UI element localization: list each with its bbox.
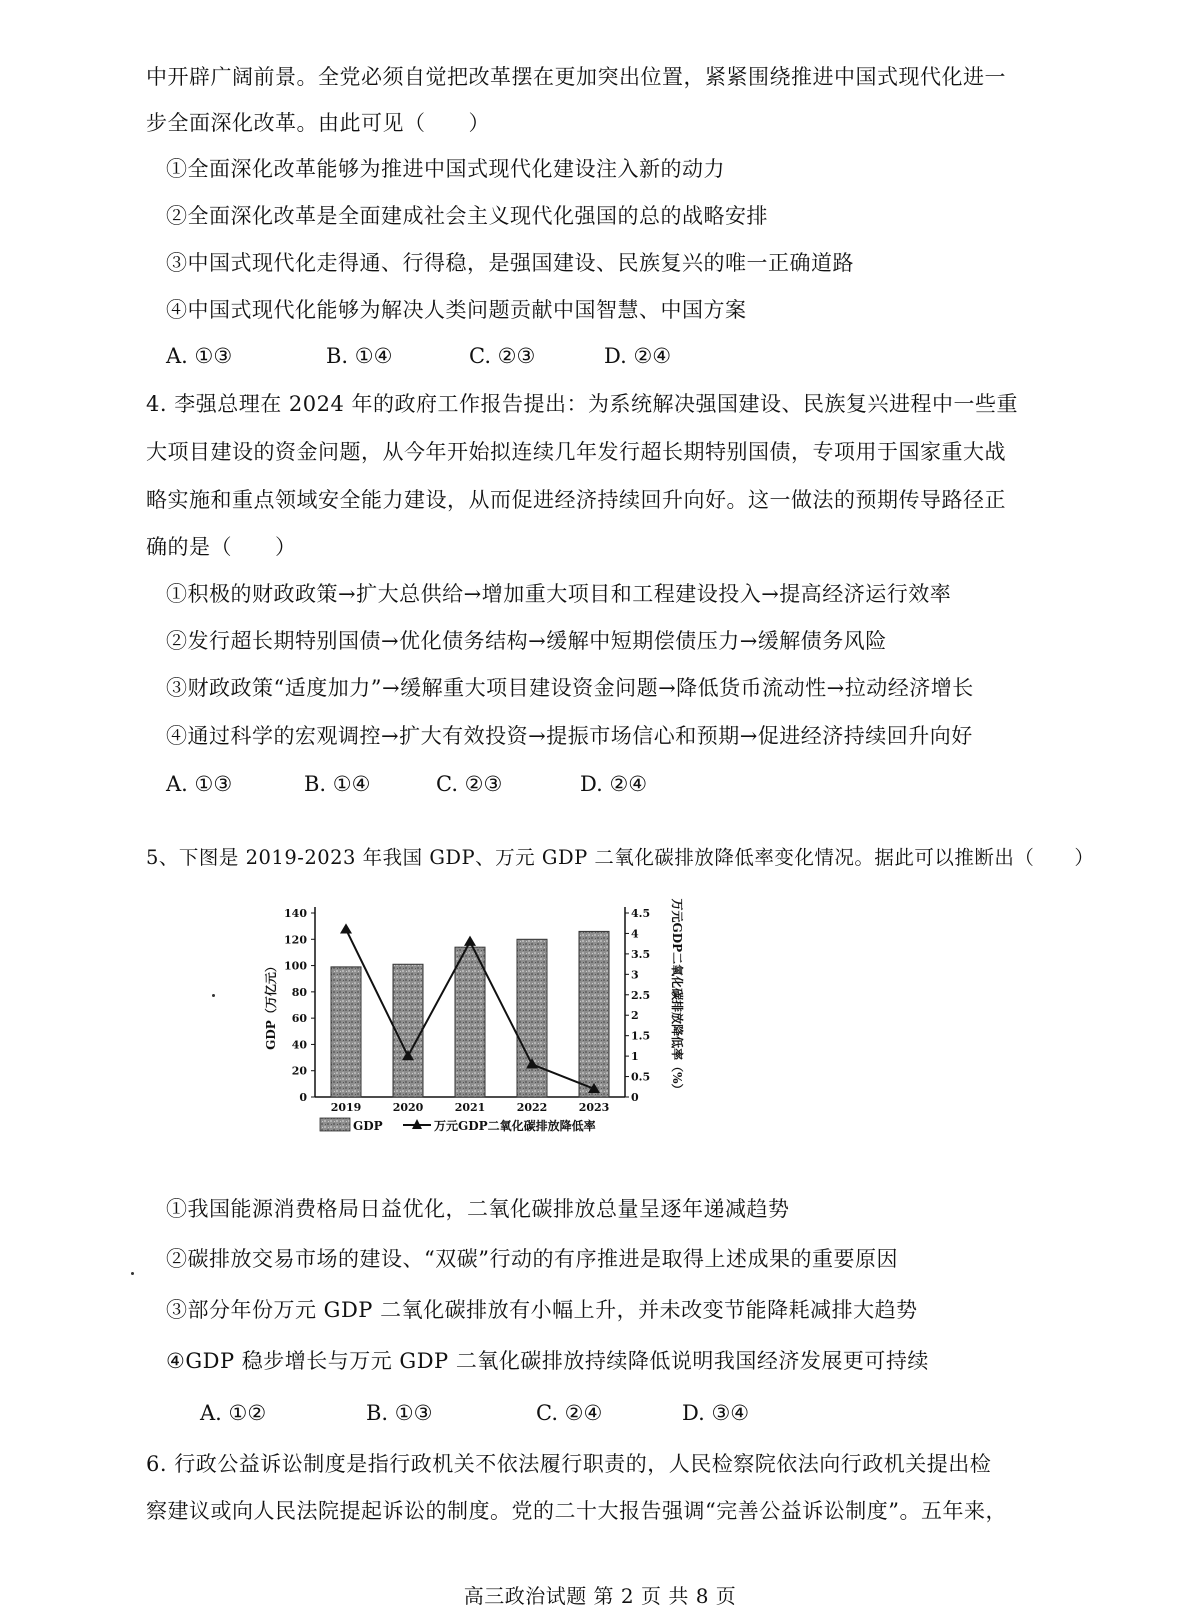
q5-item-4: ④GDP 稳步增长与万元 GDP 二氧化碳排放持续降低说明我国经济发展更可持续	[166, 1349, 929, 1373]
x-tick-label: 2023	[578, 1101, 610, 1114]
q4-option-c: C. ②③	[436, 772, 503, 796]
right-tick-label: 2	[631, 1009, 639, 1023]
right-tick-label: 0	[631, 1091, 639, 1104]
q3-option-b: B. ①④	[326, 344, 393, 368]
left-tick-label: 60	[291, 1012, 307, 1026]
co2-reduction-point	[464, 936, 476, 946]
legend-bar-label: GDP	[353, 1119, 383, 1133]
q3-item-3: ③中国式现代化走得通、行得稳，是强国建设、民族复兴的唯一正确道路	[166, 251, 854, 275]
q3-item-2: ②全面深化改革是全面建成社会主义现代化强国的总的战略安排	[166, 204, 768, 228]
chart-legend	[320, 1118, 596, 1133]
right-tick-label: 4.5	[631, 907, 651, 920]
page-footer: 高三政治试题 第 2 页 共 8 页	[463, 1584, 737, 1608]
q4-stem-line3: 略实施和重点领域安全能力建设，从而促进经济持续回升向好。这一做法的预期传导路径正	[146, 488, 1006, 512]
q4-item-2: ②发行超长期特别国债→优化债务结构→缓解中短期偿债压力→缓解债务风险	[166, 629, 887, 653]
legend-bar-swatch	[320, 1118, 350, 1131]
q5-stem: 5、下图是 2019-2023 年我国 GDP、万元 GDP 二氧化碳排放降低率变化情况。据此可以推断出（ ）	[146, 846, 1095, 869]
q3-option-a: A. ①③	[166, 344, 233, 368]
q3-stem-line2: 步全面深化改革。由此可见（ ）	[146, 111, 490, 135]
left-tick-label: 40	[291, 1038, 307, 1052]
q4-item-1: ①积极的财政政策→扩大总供给→增加重大项目和工程建设投入→提高经济运行效率	[166, 582, 952, 606]
right-tick-label: 1.5	[631, 1029, 651, 1043]
q3-stem-line1: 中开辟广阔前景。全党必须自觉把改革摆在更加突出位置，紧紧围绕推进中国式现代化进一	[146, 65, 1006, 89]
left-tick-label: 140	[284, 907, 307, 920]
right-tick-label: 0.5	[631, 1070, 651, 1084]
q5-item-3: ③部分年份万元 GDP 二氧化碳排放有小幅上升，并未改变节能降耗减排大趋势	[166, 1298, 918, 1322]
q4-stem-line2: 大项目建设的资金问题，从今年开始拟连续几年发行超长期特别国债，专项用于国家重大战	[146, 440, 1006, 464]
scan-speck	[131, 1272, 134, 1275]
q5-option-a: A. ①②	[200, 1401, 267, 1425]
q3-option-c: C. ②③	[469, 344, 536, 368]
right-tick-label: 1	[631, 1050, 639, 1064]
right-tick-label: 2.5	[631, 988, 651, 1002]
x-tick-label: 2020	[392, 1101, 424, 1114]
q5-option-d: D. ③④	[682, 1401, 750, 1425]
right-tick-label: 4	[631, 927, 639, 941]
left-tick-label: 80	[291, 985, 307, 999]
gdp-bar	[393, 964, 423, 1097]
x-tick-label: 2019	[330, 1101, 362, 1114]
co2-reduction-point	[340, 923, 352, 933]
scan-speck	[212, 994, 215, 997]
q3-option-d: D. ②④	[604, 344, 672, 368]
x-tick-label: 2022	[516, 1101, 548, 1114]
left-tick-label: 100	[284, 959, 307, 973]
right-tick-label: 3	[631, 968, 639, 982]
gdp-bar	[579, 931, 609, 1097]
right-axis-title: 万元GDP二氧化碳排放降低率（%）	[670, 898, 684, 1096]
gdp-bar	[455, 947, 485, 1097]
q5-chart	[255, 895, 685, 1180]
q5-item-2: ②碳排放交易市场的建设、“双碳”行动的有序推进是取得上述成果的重要原因	[166, 1247, 898, 1271]
legend-line-label: 万元GDP二氧化碳排放降低率	[434, 1119, 596, 1133]
q4-stem-line1: 4. 李强总理在 2024 年的政府工作报告提出：为系统解决强国建设、民族复兴进程中一些重	[146, 392, 1019, 416]
q4-option-b: B. ①④	[304, 772, 371, 796]
left-tick-label: 20	[291, 1064, 307, 1078]
q4-item-4: ④通过科学的宏观调控→扩大有效投资→提振市场信心和预期→促进经济持续回升向好	[166, 724, 973, 748]
q4-stem-line4: 确的是（ ）	[146, 535, 297, 559]
q3-item-4: ④中国式现代化能够为解决人类问题贡献中国智慧、中国方案	[166, 298, 747, 322]
q3-item-1: ①全面深化改革能够为推进中国式现代化建设注入新的动力	[166, 157, 725, 181]
q6-stem-line1: 6. 行政公益诉讼制度是指行政机关不依法履行职责的，人民检察院依法向行政机关提出检	[146, 1452, 992, 1476]
gdp-bar	[331, 967, 361, 1097]
x-tick-label: 2021	[454, 1101, 486, 1114]
gdp-bar	[517, 939, 547, 1097]
chart-bars	[331, 931, 609, 1097]
q4-item-3: ③财政政策“适度加力”→缓解重大项目建设资金问题→降低货币流动性→拉动经济增长	[166, 676, 974, 700]
q6-stem-line2: 察建议或向人民法院提起诉讼的制度。党的二十大报告强调“完善公益诉讼制度”。五年来，	[146, 1499, 1007, 1523]
q5-item-1: ①我国能源消费格局日益优化，二氧化碳排放总量呈逐年递减趋势	[166, 1197, 790, 1221]
q5-option-b: B. ①③	[366, 1401, 433, 1425]
q4-option-a: A. ①③	[166, 772, 233, 796]
left-tick-label: 120	[284, 933, 307, 947]
q5-option-c: C. ②④	[536, 1401, 603, 1425]
right-tick-label: 3.5	[631, 947, 651, 961]
left-axis-title: GDP（万亿元）	[264, 960, 278, 1050]
q4-option-d: D. ②④	[580, 772, 648, 796]
left-tick-label: 0	[299, 1091, 307, 1104]
